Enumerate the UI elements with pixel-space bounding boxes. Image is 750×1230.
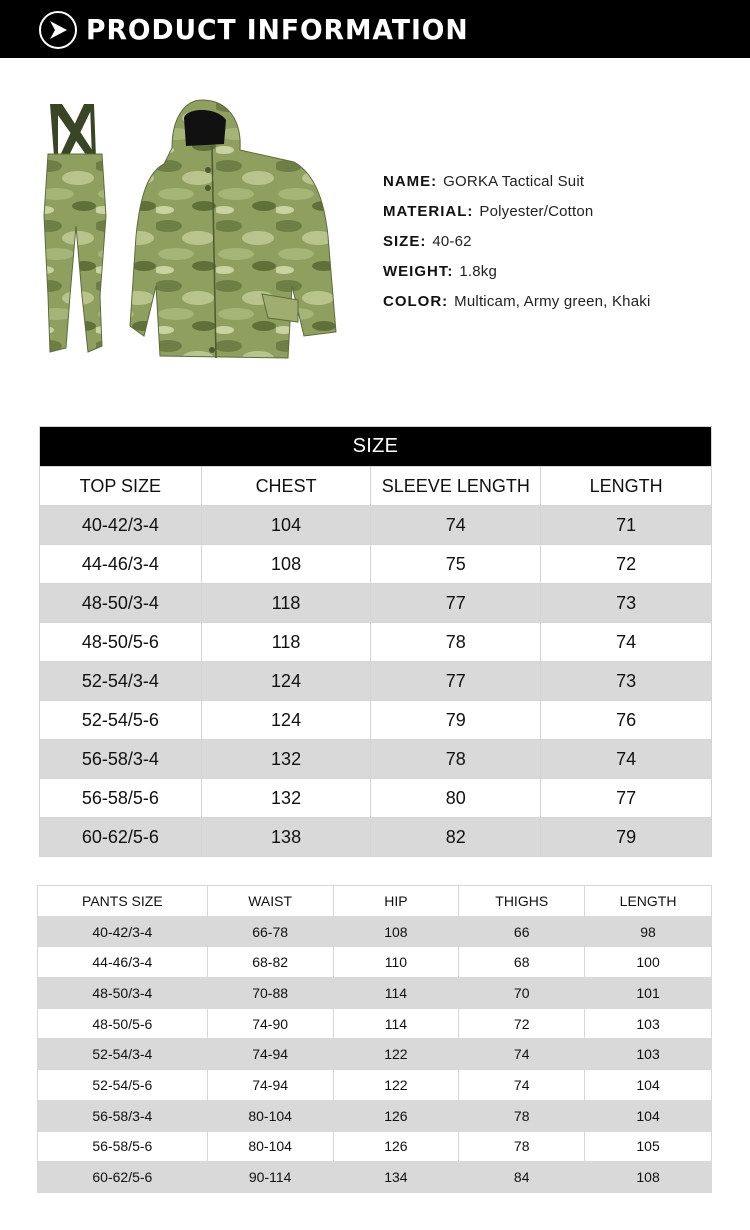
info-label: NAME: [383, 172, 438, 190]
measurement-cell: 80-104 [207, 1131, 333, 1162]
size-cell: 56-58/3-4 [38, 1100, 208, 1131]
table-row [40, 506, 712, 545]
measurement-cell: 77 [371, 584, 541, 623]
measurement-cell: 78 [459, 1100, 585, 1131]
product-image [36, 96, 342, 374]
measurement-cell: 132 [201, 740, 371, 779]
section-header [0, 0, 750, 58]
table-row [40, 662, 712, 701]
measurement-cell: 74-94 [207, 1070, 333, 1101]
measurement-cell: 124 [201, 701, 371, 740]
measurement-cell: 72 [459, 1008, 585, 1039]
column-header: PANTS SIZE [38, 886, 208, 917]
table-row [40, 701, 712, 740]
info-row-material [383, 196, 723, 226]
measurement-cell: 110 [333, 947, 459, 978]
section-title: PRODUCT INFORMATION [86, 13, 469, 46]
size-cell: 56-58/3-4 [40, 740, 202, 779]
size-cell: 52-54/3-4 [40, 662, 202, 701]
measurement-cell: 122 [333, 1039, 459, 1070]
measurement-cell: 104 [201, 506, 371, 545]
info-value: Multicam, Army green, Khaki [454, 292, 651, 310]
measurement-cell: 78 [459, 1131, 585, 1162]
measurement-cell: 105 [585, 1131, 712, 1162]
measurement-cell: 100 [585, 947, 712, 978]
table-row [38, 1162, 712, 1193]
measurement-cell: 66 [459, 916, 585, 947]
size-cell: 56-58/5-6 [38, 1131, 208, 1162]
table-row [40, 779, 712, 818]
measurement-cell: 76 [541, 701, 712, 740]
measurement-cell: 79 [371, 701, 541, 740]
size-cell: 44-46/3-4 [38, 947, 208, 978]
size-cell: 48-50/3-4 [40, 584, 202, 623]
measurement-cell: 114 [333, 978, 459, 1009]
table-row [38, 1039, 712, 1070]
measurement-cell: 132 [201, 779, 371, 818]
measurement-cell: 74 [541, 623, 712, 662]
table-row [38, 1131, 712, 1162]
measurement-cell: 77 [541, 779, 712, 818]
column-header: THIGHS [459, 886, 585, 917]
measurement-cell: 114 [333, 1008, 459, 1039]
measurement-cell: 80-104 [207, 1100, 333, 1131]
product-info [383, 166, 723, 316]
info-row-name [383, 166, 723, 196]
top-table-header-row [40, 467, 712, 506]
size-cell: 56-58/5-6 [40, 779, 202, 818]
measurement-cell: 101 [585, 978, 712, 1009]
info-label: SIZE: [383, 232, 427, 250]
column-header: HIP [333, 886, 459, 917]
column-header: CHEST [201, 467, 371, 506]
table-row [40, 623, 712, 662]
table-row [38, 916, 712, 947]
measurement-cell: 126 [333, 1131, 459, 1162]
measurement-cell: 74 [459, 1070, 585, 1101]
measurement-cell: 74 [459, 1039, 585, 1070]
table-row [40, 584, 712, 623]
measurement-cell: 124 [201, 662, 371, 701]
info-row-weight [383, 256, 723, 286]
size-cell: 52-54/5-6 [38, 1070, 208, 1101]
table-row [40, 545, 712, 584]
table-row [40, 818, 712, 857]
table-row [38, 1100, 712, 1131]
measurement-cell: 73 [541, 662, 712, 701]
measurement-cell: 108 [585, 1162, 712, 1193]
measurement-cell: 126 [333, 1100, 459, 1131]
info-label: COLOR: [383, 292, 449, 310]
size-cell: 44-46/3-4 [40, 545, 202, 584]
size-cell: 60-62/5-6 [40, 818, 202, 857]
info-value: 1.8kg [459, 262, 498, 280]
measurement-cell: 82 [371, 818, 541, 857]
measurement-cell: 74-94 [207, 1039, 333, 1070]
top-size-table [39, 426, 712, 857]
measurement-cell: 74 [541, 740, 712, 779]
table-row [38, 947, 712, 978]
measurement-cell: 78 [371, 740, 541, 779]
measurement-cell: 75 [371, 545, 541, 584]
column-header: LENGTH [541, 467, 712, 506]
size-cell: 48-50/5-6 [38, 1008, 208, 1039]
measurement-cell: 118 [201, 623, 371, 662]
info-value: Polyester/Cotton [479, 202, 594, 220]
measurement-cell: 68 [459, 947, 585, 978]
measurement-cell: 104 [585, 1070, 712, 1101]
column-header: TOP SIZE [40, 467, 202, 506]
measurement-cell: 72 [541, 545, 712, 584]
info-row-color [383, 286, 723, 316]
measurement-cell: 73 [541, 584, 712, 623]
size-cell: 40-42/3-4 [38, 916, 208, 947]
measurement-cell: 80 [371, 779, 541, 818]
measurement-cell: 70-88 [207, 978, 333, 1009]
measurement-cell: 71 [541, 506, 712, 545]
size-cell: 48-50/3-4 [38, 978, 208, 1009]
measurement-cell: 78 [371, 623, 541, 662]
measurement-cell: 118 [201, 584, 371, 623]
camo-suit-illustration [36, 96, 342, 374]
measurement-cell: 104 [585, 1100, 712, 1131]
measurement-cell: 103 [585, 1039, 712, 1070]
arrow-circle-icon [39, 11, 77, 49]
measurement-cell: 108 [201, 545, 371, 584]
measurement-cell: 108 [333, 916, 459, 947]
measurement-cell: 77 [371, 662, 541, 701]
info-value: 40-62 [432, 232, 472, 250]
measurement-cell: 68-82 [207, 947, 333, 978]
size-table-caption: SIZE [40, 427, 712, 467]
measurement-cell: 84 [459, 1162, 585, 1193]
measurement-cell: 122 [333, 1070, 459, 1101]
info-label: MATERIAL: [383, 202, 474, 220]
column-header: LENGTH [585, 886, 712, 917]
size-cell: 52-54/5-6 [40, 701, 202, 740]
measurement-cell: 90-114 [207, 1162, 333, 1193]
size-cell: 48-50/5-6 [40, 623, 202, 662]
measurement-cell: 138 [201, 818, 371, 857]
pants-size-table [37, 885, 712, 1193]
measurement-cell: 74 [371, 506, 541, 545]
pants-table-header-row [38, 886, 712, 917]
size-cell: 52-54/3-4 [38, 1039, 208, 1070]
measurement-cell: 103 [585, 1008, 712, 1039]
column-header: WAIST [207, 886, 333, 917]
info-label: WEIGHT: [383, 262, 454, 280]
measurement-cell: 134 [333, 1162, 459, 1193]
measurement-cell: 74-90 [207, 1008, 333, 1039]
table-row [40, 740, 712, 779]
measurement-cell: 79 [541, 818, 712, 857]
table-row [38, 1070, 712, 1101]
info-value: GORKA Tactical Suit [443, 172, 585, 190]
measurement-cell: 70 [459, 978, 585, 1009]
measurement-cell: 66-78 [207, 916, 333, 947]
table-row [38, 978, 712, 1009]
table-row [38, 1008, 712, 1039]
size-cell: 60-62/5-6 [38, 1162, 208, 1193]
measurement-cell: 98 [585, 916, 712, 947]
info-row-size [383, 226, 723, 256]
column-header: SLEEVE LENGTH [371, 467, 541, 506]
size-cell: 40-42/3-4 [40, 506, 202, 545]
